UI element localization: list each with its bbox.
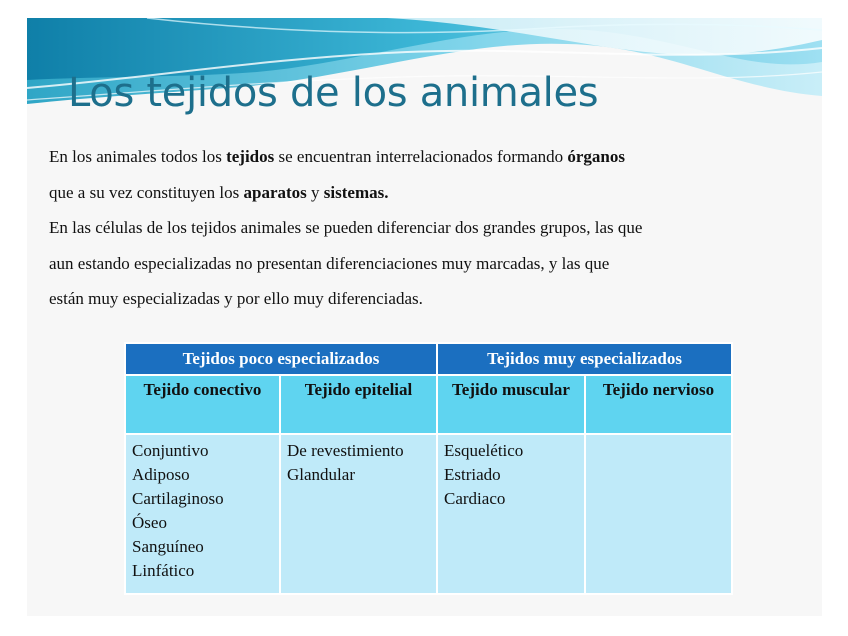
intro-paragraph [49,139,809,317]
bold-term: órganos [567,147,626,166]
list-item: Esquelético [444,441,524,460]
paragraph-line: aun estando especializadas no presentan diferenciaciones muy marcadas, y las que [49,253,610,273]
text-run: En los animales todos los [49,147,227,166]
page-title: Los tejidos de los animales [68,70,599,116]
list-item: Adiposo [132,465,190,484]
table-row [125,434,732,594]
text-run: que a su vez constituyen los [49,182,244,202]
tissue-table [124,342,733,595]
list-item: Cartilaginoso [132,489,224,508]
list-item: De revestimiento [287,441,404,460]
list-item: Estriado [444,465,501,484]
slide [27,18,822,616]
paragraph-line [49,175,809,211]
list-item: Conjuntivo [132,441,209,460]
cell-epitelial [280,434,437,594]
header-muscular: Tejido muscular [437,375,585,434]
cell-nervioso [585,434,732,594]
cell-conectivo [125,434,280,594]
header-nervioso: Tejido nervioso [585,375,732,434]
text-run: y [306,182,324,202]
bold-term: aparatos [243,182,307,202]
group-header-high: Tejidos muy especializados [437,343,732,375]
sub-header-row [125,375,732,434]
list-item: Óseo [132,513,167,532]
header-conectivo: Tejido conectivo [125,375,280,434]
bold-term: sistemas. [323,182,389,202]
list-item: Linfático [132,561,195,580]
bold-term: tejidos [226,147,275,166]
text-run: se encuentran interrelacionados formando [274,147,568,166]
list-item: Sanguíneo [132,537,204,556]
group-header-row [125,343,732,375]
header-epitelial: Tejido epitelial [280,375,437,434]
paragraph-line: están muy especializadas y por ello muy diferenciadas. [49,289,423,309]
cell-muscular [437,434,585,594]
group-header-low: Tejidos poco especializados [125,343,437,375]
list-item: Cardiaco [444,489,506,508]
list-item: Glandular [287,465,355,484]
paragraph-line: En las células de los tejidos animales se pueden diferenciar dos grandes grupos, las que [49,218,643,238]
paragraph-line [49,139,809,175]
